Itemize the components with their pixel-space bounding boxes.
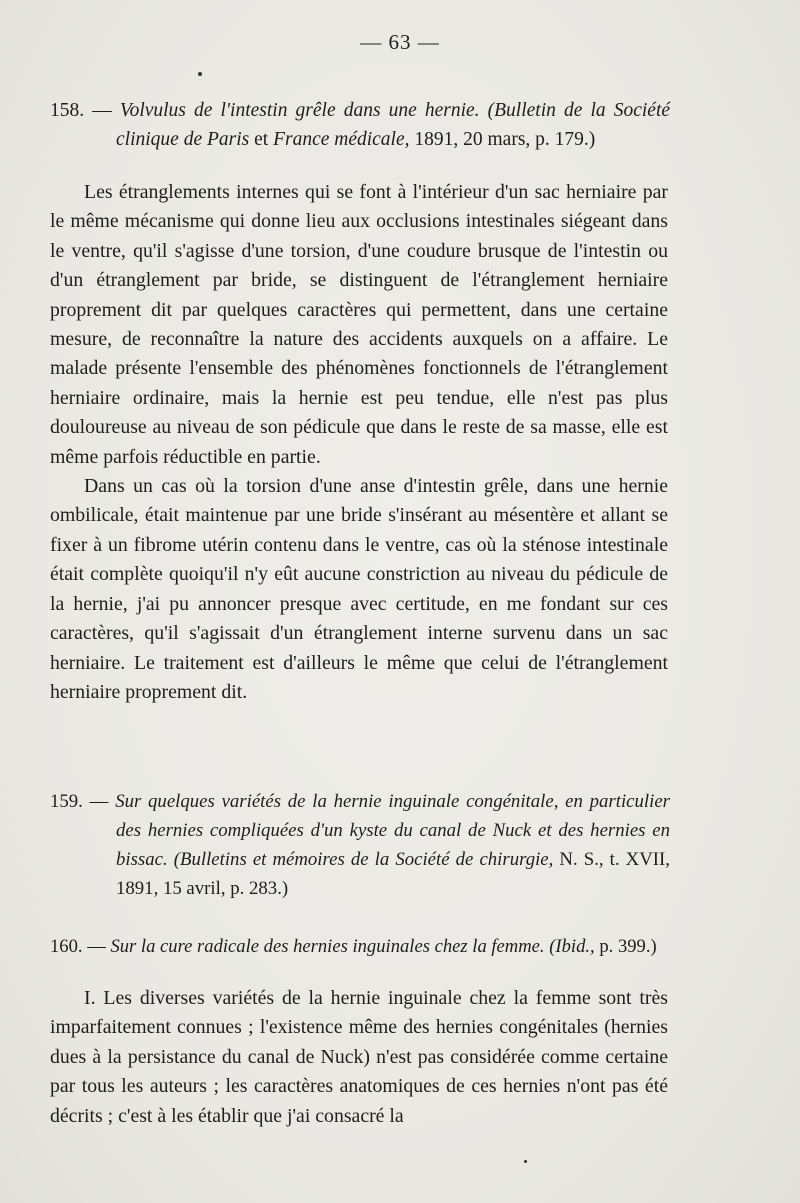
entry-title: Volvulus de l'intestin grêle dans une hernie. bbox=[119, 100, 480, 121]
entry-number: 158. bbox=[50, 100, 85, 121]
page-number: — 63 — bbox=[360, 30, 440, 54]
entry-160-text bbox=[50, 984, 668, 1131]
entry-source: (Bulletins et mémoires de la Société de chirurgie, bbox=[173, 849, 554, 870]
entry-source: (Ibid., bbox=[549, 936, 595, 957]
entry-citation: N. S., t. XVII, 1891, 15 avril, p. 283.) bbox=[116, 849, 670, 899]
entry-journal: France médicale, bbox=[273, 129, 410, 150]
entry-title: Sur la cure radicale des hernies inguinales chez la femme. bbox=[110, 936, 545, 957]
entry-citation: 1891, 20 mars, p. 179.) bbox=[414, 129, 596, 150]
entry-citation: p. 399.) bbox=[599, 936, 657, 957]
paragraph: I. Les diverses variétés de la hernie inguinale chez la femme sont très imparfaitement connues ; l'existence même des hernies congénitales (hernies dues à la persistance du canal de Nuck) n'est pas considérée comme certaine par tous les auteurs ; les caractères anatomiques de ces hernies n'ont pas été décrits ; c'est à les établir que j'ai consacré la bbox=[50, 987, 668, 1127]
paragraph: Dans un cas où la torsion d'une anse d'intestin grêle, dans une hernie ombilicale, était maintenue par une bride s'insérant au mésentère et allant se fixer à un fibrome utérin contenu dans le ventre, cas où la sténose intestinale était complète quoiqu'il n'y eût aucune constriction au niveau du pédicule de la hernie, j'ai pu annoncer presque avec certitude, en me fondant sur ces caractères, qu'il s'agissait d'un étranglement interne survenu dans un sac herniaire. Le traitement est d'ailleurs le même que celui de l'étranglement herniaire proprement dit. bbox=[50, 475, 668, 703]
paragraph: Les étranglements internes qui se font à l'intérieur d'un sac herniaire par le même mécanisme qui donne lieu aux occlusions intestinales siégeant dans le ventre, qu'il s'agisse d'une torsion, d'une coudure brusque de l'intestin ou d'un étranglement par bride, se distinguent de l'étranglement herniaire proprement dit par quelques caractères qui permettent, dans une certaine mesure, de reconnaître la nature des accidents auxquels on a affaire. Le malade présente l'ensemble des phénomènes fonctionnels de l'étranglement herniaire ordinaire, mais la hernie est peu tendue, elle n'est pas plus douloureuse au niveau de son pédicule que dans le reste de sa masse, elle est même parfois réductible en partie. bbox=[50, 181, 668, 468]
ink-speck bbox=[198, 72, 202, 76]
entry-158-text bbox=[50, 178, 668, 707]
entry-number: 159. bbox=[50, 791, 83, 812]
entry-number: 160. bbox=[50, 936, 83, 957]
entry-title: Sur quelques variétés de la hernie inguinale congénitale, en particulier des hernies compliquées d'un kyste du canal de Nuck et des hernies en bissac. bbox=[115, 791, 670, 870]
bibliography-entry-160: 160. — Sur la cure radicale des hernies inguinales chez la femme. (Ibid., p. 399.) bbox=[50, 936, 657, 957]
bibliography-entry-158: 158. — Volvulus de l'intestin grêle dans une hernie. (Bulletin de la Société clinique de Paris et France médicale, 1891, 20 mars, p. 179.) bbox=[50, 100, 671, 150]
ink-speck bbox=[524, 1160, 527, 1163]
bibliography-entry-159: 159. — Sur quelques variétés de la hernie inguinale congénitale, en particulier des hernies compliquées d'un kyste du canal de Nuck et des hernies en bissac. (Bulletins et mémoires de la Société de chirurgie, N. S., t. XVII, 1891, 15 avril, p. 283.) bbox=[50, 791, 670, 899]
entry-source: (Bulletin de la Société clinique de Paris bbox=[116, 100, 671, 150]
